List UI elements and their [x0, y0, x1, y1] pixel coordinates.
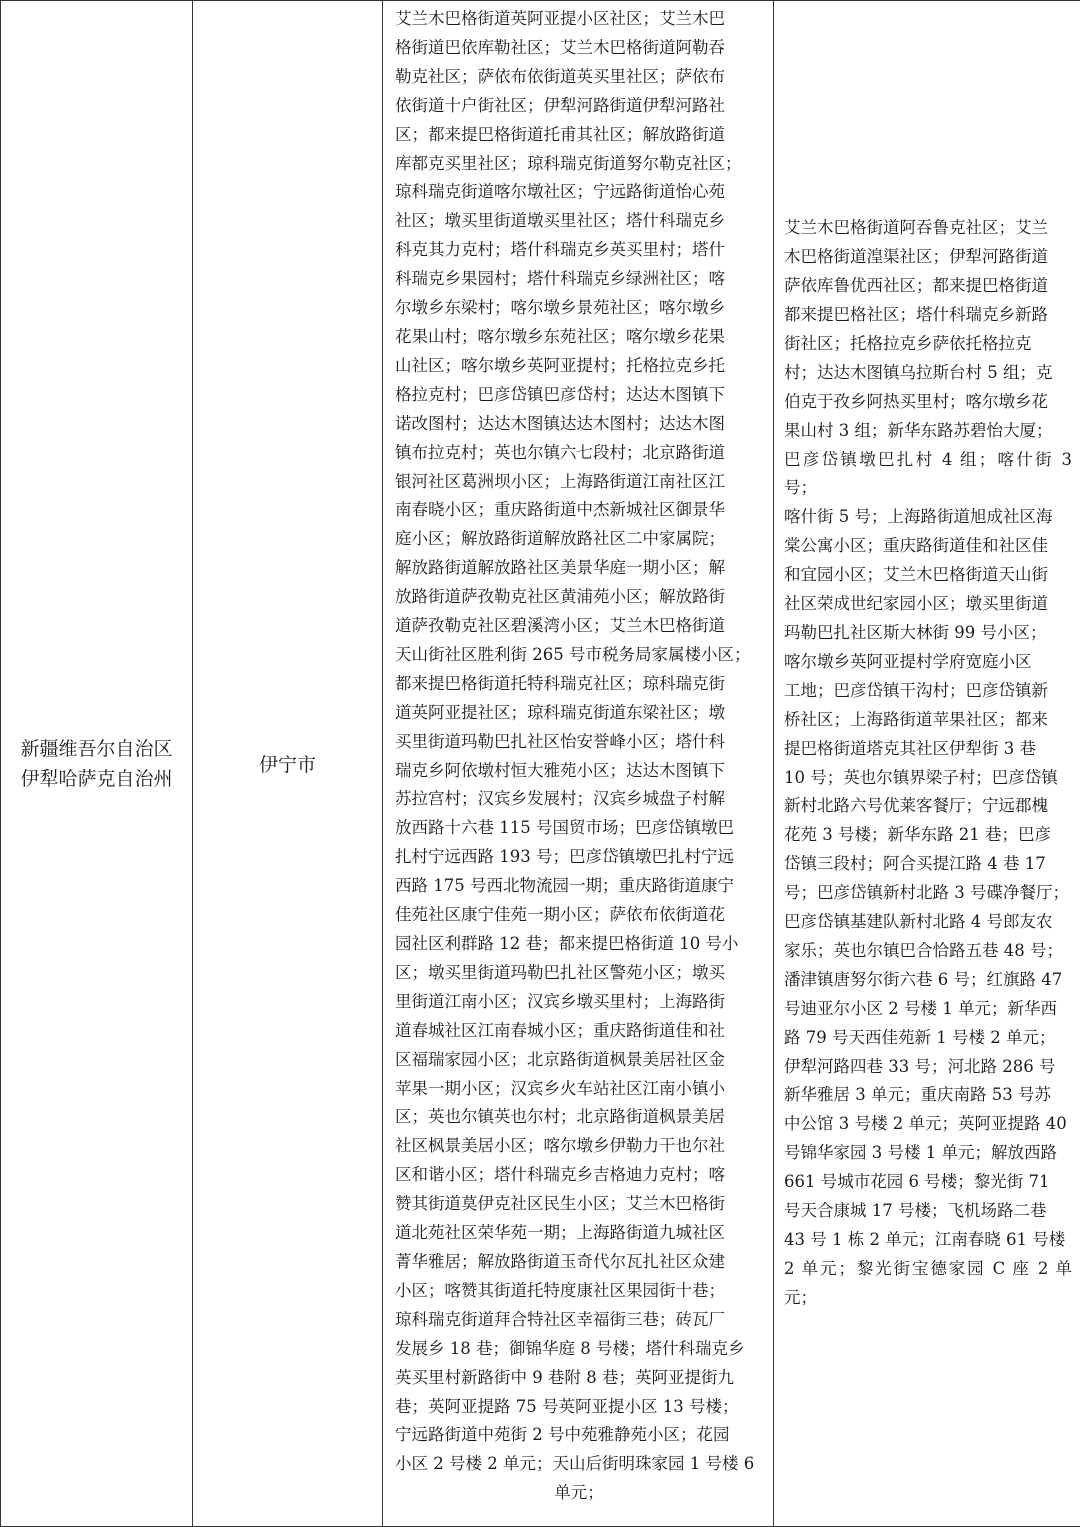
area-list-line: 潘津镇唐努尔街六巷 6 号；红旗路 47 [784, 969, 1063, 989]
area-list-line: 木巴格街道湟渠社区；伊犁河路街道 [784, 247, 1048, 267]
area-list-line: 提巴格街道塔克其社区伊犁街 3 巷 [784, 738, 1036, 758]
area-list-line: 10 号；英也尔镇界梁子村；巴彦岱镇 [784, 767, 1058, 787]
area-list-line: 路 79 号天西佳苑新 1 号楼 2 单元； [784, 1027, 1056, 1047]
area-list-line: 道萨孜勒克社区碧溪湾小区；艾兰木巴格街道 [395, 616, 725, 636]
high-risk-area-cell [383, 1, 774, 1527]
area-list-line: 西路 175 号西北物流园一期；重庆路街道康宁 [395, 876, 734, 896]
area-list-line: 花果山村；喀尔墩乡东苑社区；喀尔墩乡花果 [395, 326, 725, 346]
area-list-line: 道春城社区江南春城小区；重庆路街道佳和社 [395, 1020, 725, 1040]
area-list-line: 琼科瑞克街道拜合特社区幸福街三巷；砖瓦厂 [395, 1309, 725, 1329]
area-list-line: 格拉克村；巴彦岱镇巴彦岱村；达达木图镇下 [395, 384, 725, 404]
area-list-line: 喀什街 5 号；上海路街道旭成社区海 [784, 507, 1053, 527]
area-list-line: 英买里村新路街中 9 巷附 8 巷；英阿亚提街九 [395, 1367, 734, 1387]
area-list-line: 放路街道萨孜勒克社区黄浦苑小区；解放路街 [395, 587, 725, 607]
area-list-line: 新华雅居 3 单元；重庆南路 53 号苏 [784, 1085, 1051, 1105]
area-list-line: 库都克买里社区；琼科瑞克街道努尔勒克社区； [395, 153, 742, 173]
area-list-line: 放西路十六巷 115 号国贸市场；巴彦岱镇墩巴 [395, 818, 734, 838]
area-list-line: 家乐；英也尔镇巴合恰路五巷 48 号； [784, 940, 1063, 960]
area-list-line: 单元； [554, 1483, 604, 1503]
area-list-line: 和宜园小区；艾兰木巴格街道天山街 [784, 565, 1048, 585]
area-list-line: 萨依库鲁优西社区；都来提巴格街道 [784, 276, 1048, 296]
area-list-line: 勒克社区；萨依布依街道英买里社区；萨依布 [395, 66, 725, 86]
area-list-line: 661 号城市花园 6 号楼；黎光街 71 [784, 1172, 1050, 1192]
area-list-line: 社区枫景美居小区；喀尔墩乡伊勒力干也尔社 [395, 1136, 725, 1156]
area-list-line: 伯克于孜乡阿热买里村；喀尔墩乡花 [784, 391, 1048, 411]
area-list-line: 喀尔墩乡英阿亚提村学府宽庭小区 [784, 651, 1032, 671]
area-list-line: 扎村宁远西路 193 号；巴彦岱镇墩巴扎村宁远 [395, 847, 734, 867]
area-list-line: 瑞克乡阿依墩村恒大雅苑小区；达达木图镇下 [395, 760, 725, 780]
area-list-line: 镇布拉克村；英也尔镇六七段村；北京路街道 [395, 442, 725, 462]
area-list-line: 棠公寓小区；重庆路街道佳和社区佳 [784, 536, 1048, 556]
area-list-line: 区；都来提巴格街道托甫其社区；解放路街道 [395, 124, 725, 144]
area-list-line: 桥社区；上海路街道苹果社区；都来 [784, 709, 1048, 729]
area-list-line: 琼科瑞克街道喀尔墩社区；宁远路街道怡心苑 [395, 182, 725, 202]
area-list-line: 村；达达木图镇乌拉斯台村 5 组；克 [784, 362, 1053, 382]
area-list-line: 区；墩买里街道玛勒巴扎社区警苑小区；墩买 [395, 962, 725, 982]
area-list-line: 玛勒巴扎社区斯大林街 99 号小区； [784, 622, 1047, 642]
area-list-line: 买里街道玛勒巴扎社区怡安誉峰小区；塔什科 [395, 731, 725, 751]
area-list-line: 天山街社区胜利街 265 号市税务局家属楼小区； [395, 644, 751, 664]
area-list-line: 号；巴彦岱镇新村北路 3 号碟净餐厅； [784, 883, 1069, 903]
area-list-line: 岱镇三段村；阿合买提江路 4 巷 17 [784, 854, 1046, 874]
area-list-line: 2 单元；黎光街宝德家园 C 座 2 单元； [784, 1258, 1072, 1307]
area-list-line: 都来提巴格社区；塔什科瑞克乡新路 [784, 305, 1048, 324]
area-list-line: 赞其街道莫伊克社区民生小区；艾兰木巴格街 [395, 1194, 725, 1214]
area-list-line: 社区荣成世纪家园小区；墩买里街道 [784, 594, 1048, 614]
area-list-line: 宁远路街道中苑街 2 号中苑雅静苑小区；花园 [395, 1425, 730, 1445]
area-list-line: 新村北路六号优莱客餐厅；宁远郡槐 [784, 796, 1048, 816]
area-list-line: 艾兰木巴格街道英阿亚提小区社区；艾兰木巴 [395, 9, 725, 28]
area-list-line: 果山村 3 组；新华东路苏碧怡大厦； [784, 420, 1053, 440]
area-list-line: 街社区；托格拉克乡萨依托格拉克 [784, 333, 1032, 353]
area-list-line: 菁华雅居；解放路街道玉奇代尔瓦扎社区众建 [395, 1251, 725, 1271]
area-list-line: 里街道江南小区；汉宾乡墩买里村；上海路街 [395, 991, 725, 1011]
area-list-line: 庭小区；解放路街道解放路社区二中家属院； [395, 529, 725, 549]
area-list-line: 巴彦岱镇墩巴扎村 4 组；喀什街 3 号； [784, 449, 1072, 498]
area-list-line: 社区；墩买里街道墩买里社区；塔什科瑞克乡 [395, 211, 725, 231]
area-list-line: 科克其力克村；塔什科瑞克乡英买里村；塔什 [395, 240, 725, 260]
area-list-line: 园社区利群路 12 巷；都来提巴格街道 10 号小 [395, 934, 739, 953]
area-list-line: 号迪亚尔小区 2 号楼 1 单元；新华西 [784, 998, 1057, 1018]
region-line-2: 伊犁哈萨克自治州 [20, 767, 173, 790]
city-name: 伊宁市 [258, 754, 316, 776]
area-list-line: 中公馆 3 号楼 2 单元；英阿亚提路 40 [784, 1114, 1067, 1134]
area-list-line: 苏拉宫村；汉宾乡发展村；汉宾乡城盘子村解 [395, 789, 725, 809]
area-list-line: 工地；巴彦岱镇干沟村；巴彦岱镇新 [784, 680, 1048, 700]
area-list-line: 尔墩乡东梁村；喀尔墩乡景苑社区；喀尔墩乡 [395, 298, 725, 318]
area-list-line: 小区；喀赞其街道托特度康社区果园街十巷； [395, 1280, 725, 1300]
region-line-1: 新疆维吾尔自治区 [20, 737, 173, 760]
area-list-line: 依街道十户街社区；伊犁河路街道伊犁河路社 [395, 95, 725, 115]
area-list-line: 佳苑社区康宁佳苑一期小区；萨依布依街道花 [395, 905, 725, 925]
area-list-line: 艾兰木巴格街道阿吞鲁克社区；艾兰 [784, 218, 1048, 238]
city-cell [193, 1, 383, 1527]
area-list-line: 诺改图村；达达木图镇达达木图村；达达木图 [395, 413, 725, 433]
area-list-line: 小区 2 号楼 2 单元；天山后街明珠家园 1 号楼 6 [395, 1454, 755, 1474]
area-list-line: 格街道巴依库勒社区；艾兰木巴格街道阿勒吞 [395, 37, 725, 57]
area-list-line: 南春晓小区；重庆路街道中杰新城社区御景华 [395, 500, 725, 520]
area-list-line: 解放路街道解放路社区美景华庭一期小区；解 [395, 558, 725, 578]
area-list-line: 巴彦岱镇基建队新村北路 4 号郎友农 [784, 912, 1053, 932]
area-list-line: 都来提巴格街道托特科瑞克社区；琼科瑞克街 [395, 673, 725, 693]
area-list-line: 号天合康城 17 号楼；飞机场路二巷 [784, 1201, 1047, 1221]
area-list-line: 道英阿亚提社区；琼科瑞克街道东梁社区；墩 [395, 702, 725, 722]
area-list-line: 伊犁河路四巷 33 号；河北路 286 号 [784, 1056, 1056, 1076]
area-list-line: 苹果一期小区；汉宾乡火车站社区江南小镇小 [395, 1078, 725, 1098]
mid-risk-area-cell [774, 1, 1080, 1527]
area-list-line: 花苑 3 号楼；新华东路 21 巷；巴彦 [784, 825, 1051, 845]
area-list-line: 巷；英阿亚提路 75 号英阿亚提小区 13 号楼； [395, 1396, 739, 1416]
area-list-line: 43 号 1 栋 2 单元；江南春晓 61 号楼 [784, 1230, 1066, 1249]
area-list-line: 区；英也尔镇英也尔村；北京路街道枫景美居 [395, 1107, 725, 1127]
area-list-line: 发展乡 18 巷；御锦华庭 8 号楼；塔什科瑞克乡 [395, 1338, 745, 1358]
area-list-line: 道北苑社区荣华苑一期；上海路街道九城社区 [395, 1223, 725, 1243]
table-row [1, 1, 1080, 1527]
area-list-line: 区福瑞家园小区；北京路街道枫景美居社区金 [395, 1049, 725, 1069]
area-list-line: 科瑞克乡果园村；塔什科瑞克乡绿洲社区；喀 [395, 269, 725, 289]
area-list-line: 银河社区葛洲坝小区；上海路街道江南社区江 [395, 471, 725, 491]
area-list-line: 号锦华家园 3 号楼 1 单元；解放西路 [784, 1143, 1057, 1163]
area-list-line: 区和谐小区；塔什科瑞克乡吉格迪力克村；喀 [395, 1165, 725, 1185]
region-cell [1, 1, 193, 1527]
area-list-line: 山社区；喀尔墩乡英阿亚提村；托格拉克乡托 [395, 355, 725, 375]
